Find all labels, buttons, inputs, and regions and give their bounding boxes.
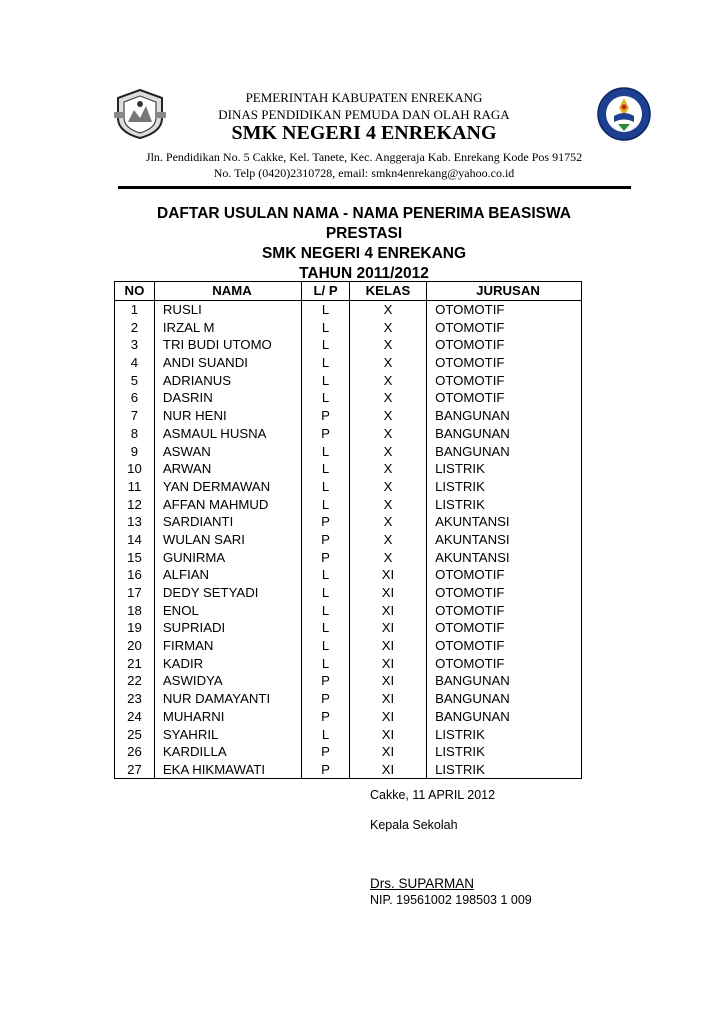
table-row	[115, 478, 582, 496]
cell-nama: SUPRIADI	[154, 619, 301, 637]
cell-gender: P	[302, 690, 350, 708]
cell-jurusan: AKUNTANSI	[427, 548, 582, 566]
cell-no: 6	[115, 389, 155, 407]
cell-jurusan: OTOMOTIF	[427, 584, 582, 602]
table-row	[115, 442, 582, 460]
cell-nama: ASMAUL HUSNA	[154, 425, 301, 443]
cell-no: 20	[115, 637, 155, 655]
table-row	[115, 407, 582, 425]
cell-kelas: X	[349, 336, 426, 354]
cell-no: 5	[115, 371, 155, 389]
cell-no: 3	[115, 336, 155, 354]
cell-jurusan: BANGUNAN	[427, 708, 582, 726]
table-row	[115, 708, 582, 726]
cell-no: 14	[115, 531, 155, 549]
cell-kelas: XI	[349, 637, 426, 655]
cell-jurusan: LISTRIK	[427, 460, 582, 478]
table-header-row	[115, 282, 582, 301]
cell-kelas: XI	[349, 690, 426, 708]
cell-kelas: X	[349, 354, 426, 372]
cell-gender: P	[302, 761, 350, 779]
table-row	[115, 654, 582, 672]
cell-kelas: X	[349, 300, 426, 318]
cell-nama: KARDILLA	[154, 743, 301, 761]
cell-nama: IRZAL M	[154, 318, 301, 336]
table-row	[115, 584, 582, 602]
cell-kelas: XI	[349, 761, 426, 779]
cell-kelas: XI	[349, 672, 426, 690]
cell-no: 27	[115, 761, 155, 779]
letterhead-divider	[118, 186, 631, 189]
table-row	[115, 619, 582, 637]
cell-no: 15	[115, 548, 155, 566]
cell-nama: DASRIN	[154, 389, 301, 407]
cell-jurusan: OTOMOTIF	[427, 389, 582, 407]
cell-kelas: XI	[349, 584, 426, 602]
cell-jurusan: BANGUNAN	[427, 425, 582, 443]
header-government: PEMERINTAH KABUPATEN ENREKANG	[245, 90, 483, 105]
cell-kelas: X	[349, 531, 426, 549]
table-row	[115, 725, 582, 743]
cell-gender: L	[302, 336, 350, 354]
cell-nama: YAN DERMAWAN	[154, 478, 301, 496]
cell-nama: MUHARNI	[154, 708, 301, 726]
cell-kelas: X	[349, 513, 426, 531]
cell-jurusan: BANGUNAN	[427, 690, 582, 708]
cell-gender: L	[302, 725, 350, 743]
cell-kelas: X	[349, 371, 426, 389]
cell-kelas: XI	[349, 619, 426, 637]
table-row	[115, 425, 582, 443]
cell-nama: NUR HENI	[154, 407, 301, 425]
cell-gender: P	[302, 672, 350, 690]
cell-no: 8	[115, 425, 155, 443]
cell-nama: EKA HIKMAWATI	[154, 761, 301, 779]
cell-nama: ANDI SUANDI	[154, 354, 301, 372]
cell-no: 1	[115, 300, 155, 318]
cell-jurusan: LISTRIK	[427, 725, 582, 743]
signature-name: Drs. SUPARMAN	[370, 876, 475, 891]
signature-nip: NIP. 19561002 198503 1 009	[370, 893, 532, 907]
column-header-no: NO	[115, 282, 155, 301]
table-row	[115, 354, 582, 372]
cell-gender: L	[302, 654, 350, 672]
column-header-nama: NAMA	[154, 282, 301, 301]
cell-kelas: X	[349, 495, 426, 513]
table-row	[115, 531, 582, 549]
cell-jurusan: OTOMOTIF	[427, 336, 582, 354]
table-row	[115, 743, 582, 761]
cell-no: 24	[115, 708, 155, 726]
cell-gender: L	[302, 354, 350, 372]
document-title-year: TAHUN 2011/2012	[299, 265, 429, 282]
cell-kelas: X	[349, 478, 426, 496]
cell-gender: L	[302, 460, 350, 478]
cell-gender: L	[302, 566, 350, 584]
cell-kelas: XI	[349, 566, 426, 584]
column-header-kelas: KELAS	[349, 282, 426, 301]
table-row	[115, 389, 582, 407]
cell-no: 16	[115, 566, 155, 584]
cell-nama: TRI BUDI UTOMO	[154, 336, 301, 354]
cell-gender: P	[302, 708, 350, 726]
cell-kelas: X	[349, 548, 426, 566]
cell-no: 11	[115, 478, 155, 496]
cell-kelas: X	[349, 442, 426, 460]
cell-gender: L	[302, 601, 350, 619]
table-row	[115, 672, 582, 690]
cell-no: 22	[115, 672, 155, 690]
table-row	[115, 690, 582, 708]
cell-jurusan: AKUNTANSI	[427, 531, 582, 549]
cell-nama: WULAN SARI	[154, 531, 301, 549]
cell-gender: P	[302, 513, 350, 531]
cell-kelas: XI	[349, 743, 426, 761]
cell-kelas: X	[349, 407, 426, 425]
table-row	[115, 513, 582, 531]
table-body	[115, 300, 582, 779]
cell-no: 18	[115, 601, 155, 619]
table-row	[115, 637, 582, 655]
cell-nama: ASWIDYA	[154, 672, 301, 690]
cell-nama: NUR DAMAYANTI	[154, 690, 301, 708]
header-department: DINAS PENDIDIKAN PEMUDA DAN OLAH RAGA	[218, 107, 510, 122]
cell-gender: L	[302, 584, 350, 602]
cell-jurusan: OTOMOTIF	[427, 566, 582, 584]
table-row	[115, 761, 582, 779]
cell-nama: ASWAN	[154, 442, 301, 460]
cell-gender: L	[302, 371, 350, 389]
cell-gender: L	[302, 619, 350, 637]
table-row	[115, 548, 582, 566]
cell-jurusan: OTOMOTIF	[427, 601, 582, 619]
cell-no: 21	[115, 654, 155, 672]
table-row	[115, 495, 582, 513]
cell-gender: L	[302, 495, 350, 513]
cell-jurusan: OTOMOTIF	[427, 654, 582, 672]
cell-jurusan: OTOMOTIF	[427, 619, 582, 637]
cell-nama: ADRIANUS	[154, 371, 301, 389]
cell-kelas: X	[349, 460, 426, 478]
scholarship-table	[114, 281, 582, 779]
cell-nama: GUNIRMA	[154, 548, 301, 566]
document-title-school: SMK NEGERI 4 ENREKANG	[261, 245, 467, 262]
table-row	[115, 566, 582, 584]
cell-kelas: XI	[349, 725, 426, 743]
cell-nama: KADIR	[154, 654, 301, 672]
header-school-name: SMK NEGERI 4 ENREKANG	[231, 122, 497, 144]
cell-no: 4	[115, 354, 155, 372]
cell-no: 17	[115, 584, 155, 602]
cell-gender: P	[302, 743, 350, 761]
cell-nama: FIRMAN	[154, 637, 301, 655]
table-row	[115, 300, 582, 318]
cell-gender: P	[302, 407, 350, 425]
table-row	[115, 318, 582, 336]
cell-gender: P	[302, 548, 350, 566]
cell-jurusan: LISTRIK	[427, 478, 582, 496]
cell-no: 9	[115, 442, 155, 460]
cell-gender: P	[302, 425, 350, 443]
cell-gender: L	[302, 389, 350, 407]
cell-jurusan: BANGUNAN	[427, 672, 582, 690]
cell-jurusan: OTOMOTIF	[427, 354, 582, 372]
cell-kelas: X	[349, 425, 426, 443]
cell-jurusan: OTOMOTIF	[427, 371, 582, 389]
cell-nama: DEDY SETYADI	[154, 584, 301, 602]
cell-nama: RUSLI	[154, 300, 301, 318]
cell-gender: L	[302, 442, 350, 460]
cell-gender: L	[302, 300, 350, 318]
cell-no: 7	[115, 407, 155, 425]
cell-no: 2	[115, 318, 155, 336]
cell-jurusan: OTOMOTIF	[427, 637, 582, 655]
cell-gender: L	[302, 637, 350, 655]
table-row	[115, 601, 582, 619]
cell-nama: SARDIANTI	[154, 513, 301, 531]
cell-no: 25	[115, 725, 155, 743]
cell-jurusan: LISTRIK	[427, 761, 582, 779]
cell-jurusan: BANGUNAN	[427, 442, 582, 460]
cell-no: 10	[115, 460, 155, 478]
cell-kelas: X	[349, 389, 426, 407]
cell-gender: P	[302, 531, 350, 549]
cell-kelas: XI	[349, 708, 426, 726]
table-row	[115, 460, 582, 478]
signature-place-date: Cakke, 11 APRIL 2012	[370, 788, 496, 802]
cell-no: 12	[115, 495, 155, 513]
cell-jurusan: OTOMOTIF	[427, 300, 582, 318]
cell-jurusan: OTOMOTIF	[427, 318, 582, 336]
cell-no: 19	[115, 619, 155, 637]
cell-nama: SYAHRIL	[154, 725, 301, 743]
cell-gender: L	[302, 318, 350, 336]
document-title: DAFTAR USULAN NAMA - NAMA PENERIMA BEASISWA	[157, 205, 571, 222]
cell-no: 26	[115, 743, 155, 761]
cell-no: 23	[115, 690, 155, 708]
cell-nama: ARWAN	[154, 460, 301, 478]
cell-nama: ALFIAN	[154, 566, 301, 584]
cell-jurusan: LISTRIK	[427, 743, 582, 761]
table-row	[115, 371, 582, 389]
signature-role: Kepala Sekolah	[370, 818, 458, 832]
header-contact: No. Telp (0420)2310728, email: smkn4enrekang@yahoo.co.id	[213, 166, 515, 180]
cell-jurusan: BANGUNAN	[427, 407, 582, 425]
cell-kelas: XI	[349, 601, 426, 619]
table-row	[115, 336, 582, 354]
cell-nama: AFFAN MAHMUD	[154, 495, 301, 513]
header-address: Jln. Pendidikan No. 5 Cakke, Kel. Tanete, Kec. Anggeraja Kab. Enrekang Kode Pos 91752	[145, 150, 583, 164]
cell-no: 13	[115, 513, 155, 531]
cell-kelas: XI	[349, 654, 426, 672]
cell-jurusan: AKUNTANSI	[427, 513, 582, 531]
cell-nama: ENOL	[154, 601, 301, 619]
cell-gender: L	[302, 478, 350, 496]
cell-kelas: X	[349, 318, 426, 336]
document-title-line2: PRESTASI	[325, 225, 403, 242]
cell-jurusan: LISTRIK	[427, 495, 582, 513]
column-header-gender: L/ P	[302, 282, 350, 301]
column-header-jurusan: JURUSAN	[427, 282, 582, 301]
